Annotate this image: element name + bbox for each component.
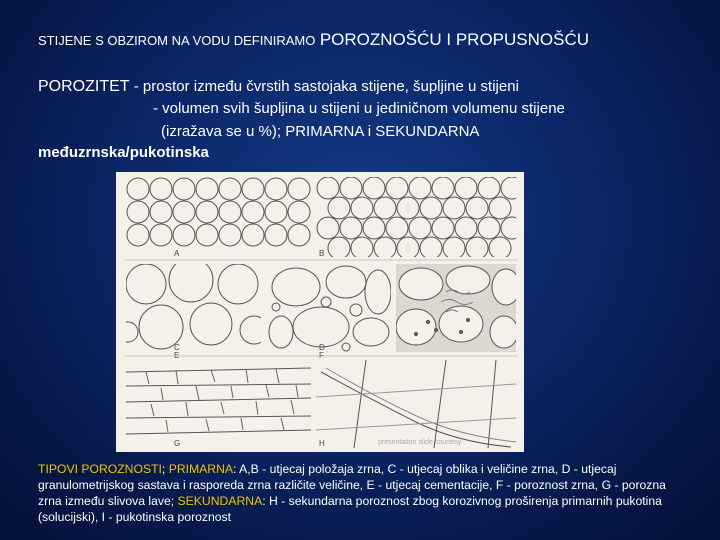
panel-label-f: F [319,351,324,360]
panel-label-h: H [319,439,325,448]
definition-text-1: - prostor između čvrstih sastojaka stijene, šupljine u stijeni [129,78,519,95]
panel-c-grains [118,258,268,349]
panel-h-fractures [316,360,516,448]
definition-line-1 [38,78,519,96]
title-prefix: STIJENE S OBZIROM NA VODU DEFINIRAMO [38,33,316,48]
figure-watermark: presentation slide courtesy [378,439,462,446]
porosity-diagram [116,172,524,452]
title-main: POROZNOŠĆU I PROPUSNOŠĆU [319,30,590,49]
caption-sep: ; [161,462,169,476]
panel-e-grains [396,264,520,352]
panel-label-e: E [174,351,180,360]
caption-secondary-label: SEKUNDARNA [177,494,263,508]
panel-label-c: C [174,343,180,352]
panel-label-b: B [319,249,325,258]
panel-label-d: D [319,343,325,352]
slide-title [38,30,718,50]
panel-label-g: G [174,439,181,448]
definition-term: POROZITET [38,78,130,95]
definition-line-4: međuzrnska/pukotinska [38,144,209,161]
porosity-types-figure [116,172,524,452]
panel-g-lava [126,368,311,434]
definition-line-3: (izražava se u %); PRIMARNA i SEKUNDARNA [161,123,480,140]
caption-secondary-text: : H - sekundarna poroznost zbog korozivnog proširenja primarnih pukotina (solucijski), I - pukotinska poroznost [38,494,662,524]
panel-d-grains [269,266,391,351]
panel-b-grains [317,177,523,259]
panel-label-a: A [174,249,180,258]
definition-line-2: - volumen svih šupljina u stijeni u jediničnom volumenu stijene [153,100,565,117]
caption-heading: TIPOVI POROZNOSTI [38,462,162,476]
caption-primary-label: PRIMARNA [168,462,234,476]
panel-a-grains [127,178,310,246]
caption-primary-text: : A,B - utjecaj položaja zrna, C - utjecaj oblika i veličine zrna, D - utjecaj granulometrijskog sastava i rasporeda zrna različite veličine, E - utjecaj cementacije, F - poroznost zrna, G - porozna zrna između slivova lave; [38,462,666,508]
figure-caption [38,461,688,525]
